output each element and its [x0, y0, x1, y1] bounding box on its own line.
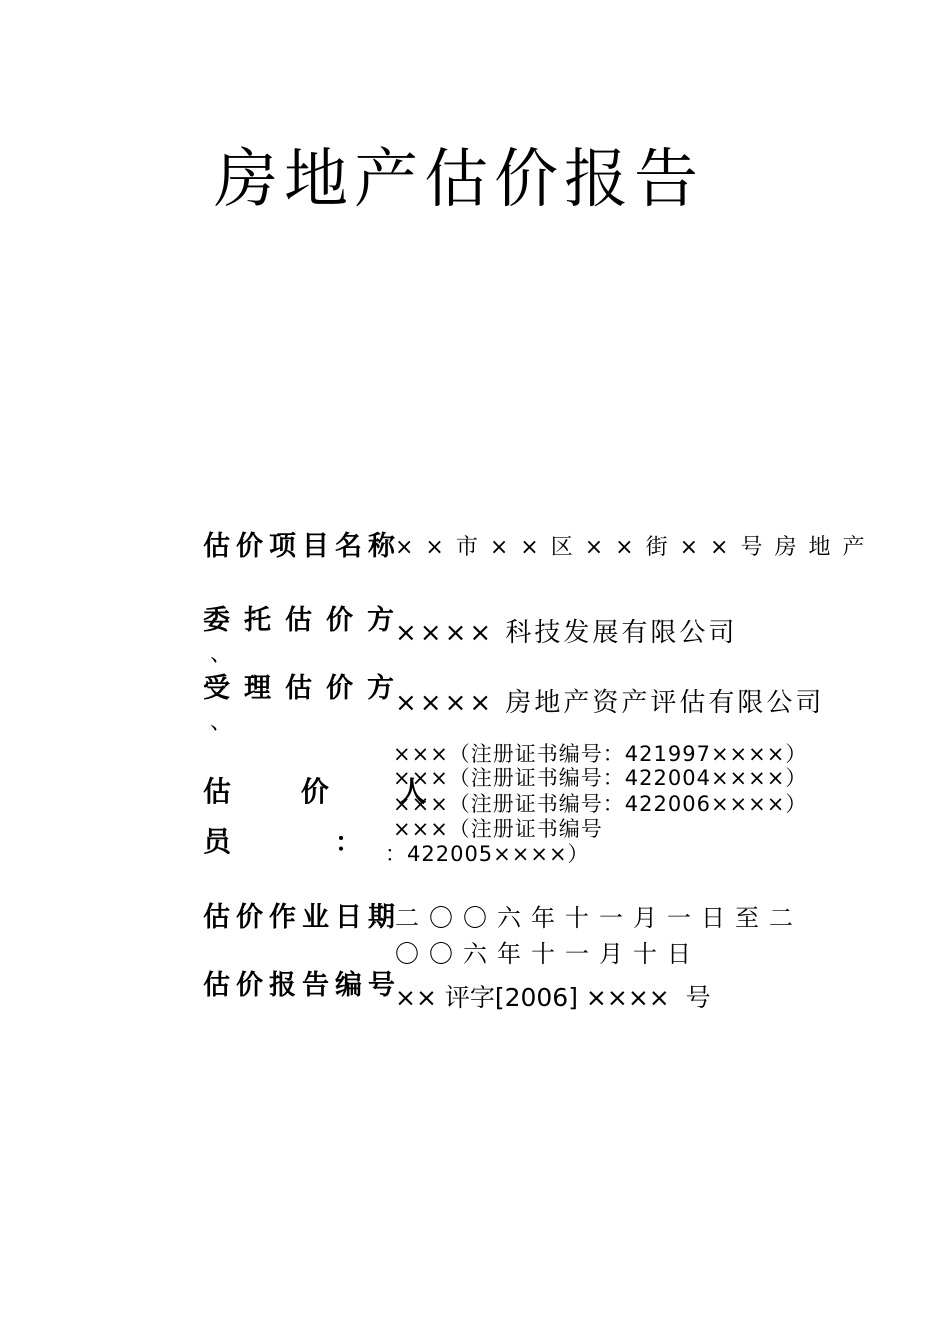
work-period-label: 估价作业日期 — [203, 902, 401, 933]
appraiser-line: ×××（注册证书编号：422004××××） — [393, 766, 808, 790]
report-number-value: ×× 评字[2006] ×××× 号 — [395, 983, 711, 1012]
appraisers-label-bottom: 员 — [203, 825, 232, 858]
appraiser-line: ：422005××××） — [385, 842, 590, 866]
client-label: 委托估价方 — [203, 605, 408, 636]
client-value: ×××× 科技发展有限公司 — [395, 618, 738, 648]
appraiser-org-label-wrap-mark: 、 — [210, 710, 233, 735]
appraisers-label-top: 估 价 人 — [203, 775, 457, 808]
appraiser-org-label: 受理估价方 — [203, 673, 408, 704]
client-label-wrap-mark: 、 — [210, 642, 233, 667]
appraiser-line: ×××（注册证书编号：421997××××） — [393, 742, 808, 766]
appraiser-org-value: ×××× 房地产资产评估有限公司 — [395, 688, 825, 718]
project-name-label: 估价项目名称 — [203, 531, 401, 562]
work-period-value: 二〇〇六年十一月一日至二〇〇六年十一月十日 — [395, 904, 803, 968]
project-name-value: ××市××区××街××号房地产 — [395, 535, 877, 560]
report-number-label: 估价报告编号 — [203, 970, 401, 1001]
appraisers-label-colon: ： — [335, 828, 362, 858]
appraiser-line: ×××（注册证书编号 — [393, 817, 603, 841]
report-title: 房地产估价报告 — [214, 143, 704, 217]
appraiser-line: ×××（注册证书编号：422006××××） — [393, 792, 808, 816]
